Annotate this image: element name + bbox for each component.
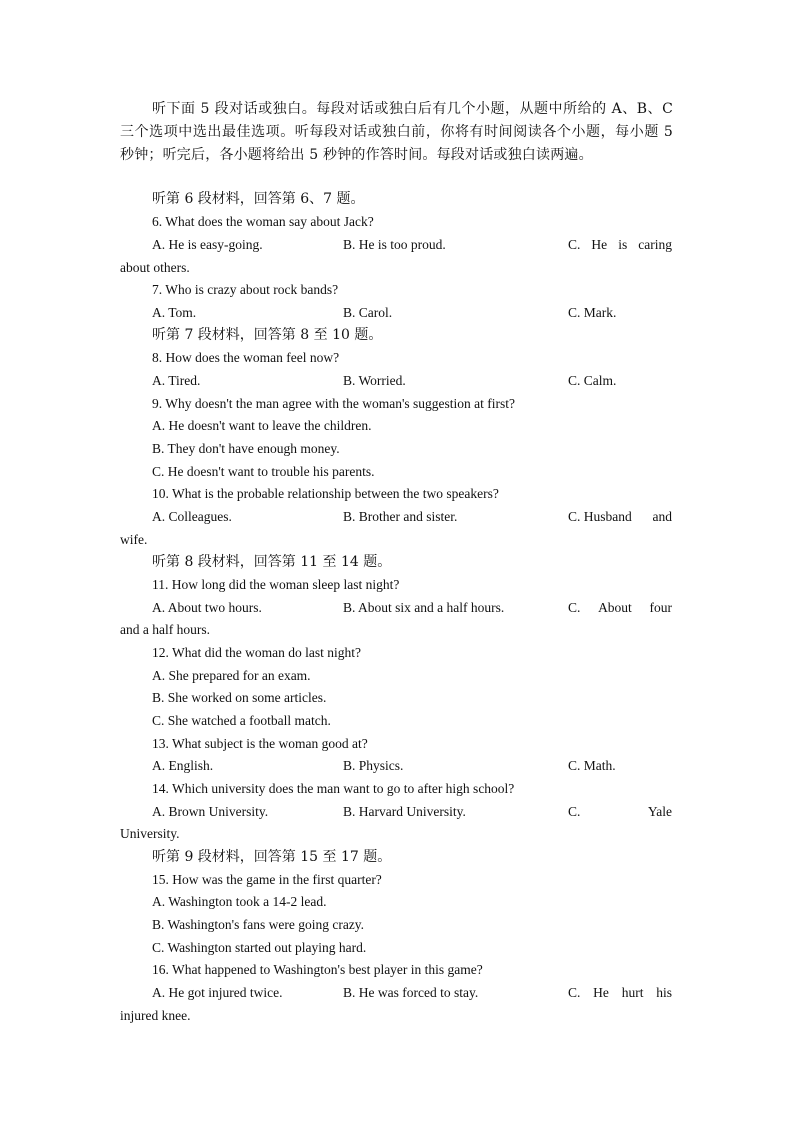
question-13-option-b: B. Physics. [343, 758, 404, 773]
option-c-word: He [593, 985, 609, 1000]
question-13-stem: 13. What subject is the woman good at? [152, 736, 368, 751]
question-6-option-c [568, 236, 672, 254]
question-11-option-c-continuation: and a half hours. [120, 622, 210, 637]
question-6-stem: 6. What does the woman say about Jack? [152, 214, 374, 229]
question-9-option-b: B. They don't have enough money. [152, 441, 340, 456]
question-14-stem: 14. Which university does the man want to go to after high school? [152, 781, 515, 796]
question-11-stem: 11. How long did the woman sleep last night? [152, 577, 400, 592]
question-6-option-c-continuation: about others. [120, 260, 190, 275]
question-9-option-a: A. He doesn't want to leave the children. [152, 418, 372, 433]
question-10-option-b: B. Brother and sister. [343, 509, 458, 524]
option-c-word: C. [568, 804, 581, 819]
option-c-word: About [598, 600, 632, 615]
question-8-option-b: B. Worried. [343, 373, 406, 388]
question-12-option-b: B. She worked on some articles. [152, 690, 327, 705]
section-instructions: 听下面 5 段对话或独白。每段对话或独白后有几个小题，从题中所给的 A、B、C 三个选项中选出最佳选项。听每段对话或独白前，你将有时间阅读各个小题，每小题 5 秒钟；听完后，各小题将给出 5 秒钟的作答时间。每段对话或独白读两遍。 [120, 101, 673, 163]
question-15-option-a: A. Washington took a 14-2 lead. [152, 894, 327, 909]
question-10-option-c-continuation: wife. [120, 532, 148, 547]
option-c-word: C. Husband [568, 509, 632, 524]
question-12-stem: 12. What did the woman do last night? [152, 645, 361, 660]
question-7-option-a: A. Tom. [152, 305, 197, 320]
question-14-option-b: B. Harvard University. [343, 804, 466, 819]
question-16-stem: 16. What happened to Washington's best player in this game? [152, 962, 483, 977]
question-15-option-b: B. Washington's fans were going crazy. [152, 917, 365, 932]
option-c-word: is [618, 237, 628, 252]
question-10-stem: 10. What is the probable relationship between the two speakers? [152, 486, 499, 501]
question-13-option-a: A. English. [152, 758, 214, 773]
question-16-option-c-continuation: injured knee. [120, 1008, 191, 1023]
question-16-option-b: B. He was forced to stay. [343, 985, 479, 1000]
section-heading-7: 听第 7 段材料，回答第 8 至 10 题。 [152, 327, 383, 343]
question-13-option-c: C. Math. [568, 758, 616, 773]
question-8-option-a: A. Tired. [152, 373, 201, 388]
option-c-word: Yale [647, 804, 672, 819]
question-9-stem: 9. Why doesn't the man agree with the woman's suggestion at first? [152, 396, 516, 411]
question-14-option-c-continuation: University. [120, 826, 180, 841]
question-12-option-c: C. She watched a football match. [152, 713, 331, 728]
question-16-option-a: A. He got injured twice. [152, 985, 283, 1000]
question-11-option-c [568, 599, 672, 617]
section-heading-8: 听第 8 段材料，回答第 11 至 14 题。 [152, 554, 392, 570]
question-11-option-a: A. About two hours. [152, 600, 262, 615]
question-7-stem: 7. Who is crazy about rock bands? [152, 282, 339, 297]
question-14-option-a: A. Brown University. [152, 804, 269, 819]
question-6-option-b: B. He is too proud. [343, 237, 446, 252]
question-8-stem: 8. How does the woman feel now? [152, 350, 340, 365]
option-c-word: and [652, 509, 672, 524]
question-15-stem: 15. How was the game in the first quarter? [152, 872, 382, 887]
option-c-word: hurt [621, 985, 644, 1000]
option-c-word: caring [638, 237, 672, 252]
question-7-option-c: C. Mark. [568, 305, 617, 320]
question-12-option-a: A. She prepared for an exam. [152, 668, 311, 683]
question-10-option-c [568, 508, 672, 526]
section-heading-9: 听第 9 段材料，回答第 15 至 17 题。 [152, 849, 392, 865]
option-c-word: C. [568, 985, 581, 1000]
question-15-option-c: C. Washington started out playing hard. [152, 940, 367, 955]
question-7-option-b: B. Carol. [343, 305, 393, 320]
option-c-word: his [656, 985, 672, 1000]
question-16-option-c [568, 984, 672, 1002]
option-c-word: four [649, 600, 672, 615]
section-heading-6: 听第 6 段材料，回答第 6、7 题。 [152, 191, 365, 207]
question-10-option-a: A. Colleagues. [152, 509, 232, 524]
option-c-word: He [591, 237, 608, 252]
question-8-option-c: C. Calm. [568, 373, 617, 388]
question-14-option-c [568, 803, 672, 821]
question-11-option-b: B. About six and a half hours. [343, 600, 505, 615]
question-6-option-a: A. He is easy-going. [152, 237, 263, 252]
option-c-word: C. [568, 237, 581, 252]
option-c-word: C. [568, 600, 581, 615]
question-9-option-c: C. He doesn't want to trouble his parents. [152, 464, 375, 479]
